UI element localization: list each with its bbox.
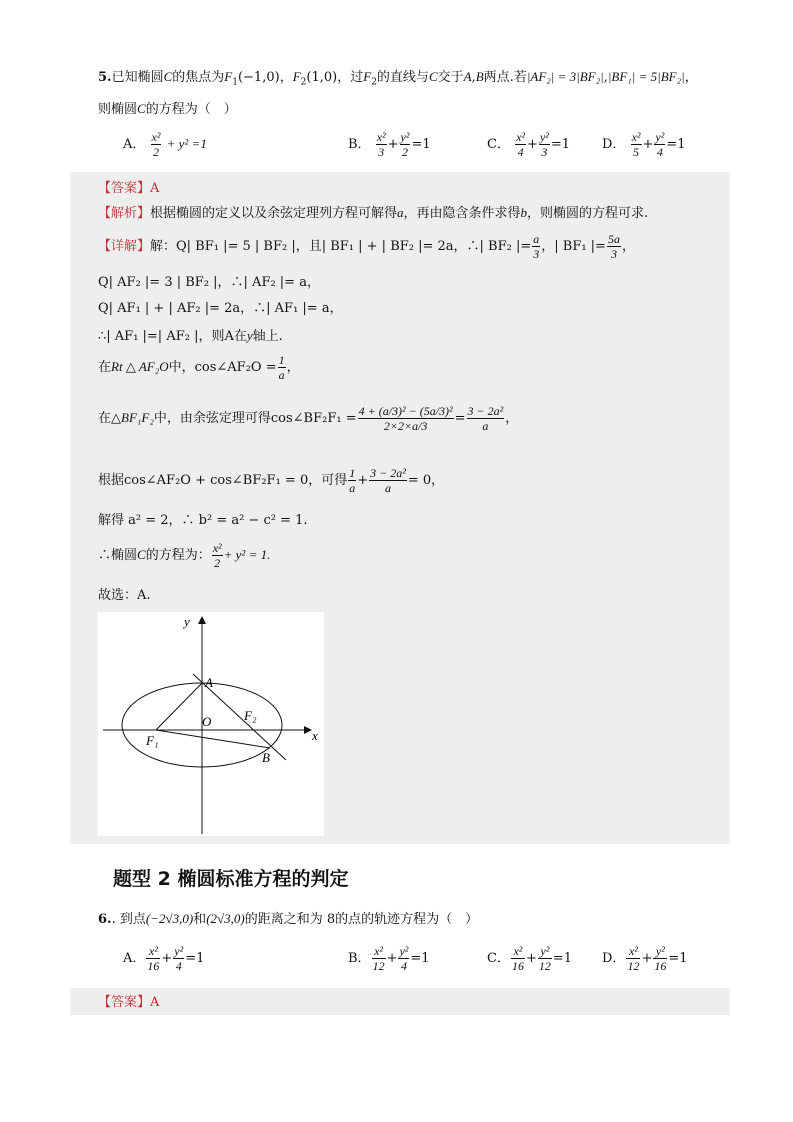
q6-option-b[interactable]: B． $\frac{\text{x²}}{12}$ + $\frac{\text{y²}}{4}$ =1 [348,944,430,973]
label-F1: F₁ [146,733,159,748]
label-F2: F₂ [244,708,257,723]
q5-detail-9: ∴椭圆C的方程为： $\frac{\text{x²}}{2}$ + y² = 1. [98,541,271,570]
ellipse-figure [98,612,324,836]
q5-option-a[interactable]: A． $\frac{\text{x²}}{2}$ + y² =1 [123,130,207,159]
q6-option-c[interactable]: C． $\frac{\text{x²}}{16}$ + $\frac{\text{y²}}{12}$ =1 [487,944,573,973]
q6-option-d[interactable]: D． $\frac{\text{x²}}{12}$ + $\frac{\text{y²}}{16}$ =1 [602,944,688,973]
q5-option-d[interactable]: D． $\frac{\text{x²}}{5}$ + $\frac{\text{y²}}{4}$ =1 [602,130,686,159]
line-F1-B [156,730,270,748]
q6-option-a[interactable]: A． $\frac{\text{x²}}{16}$ + $\frac{\text{y²}}{4}$ =1 [123,944,205,973]
line-F1-A [156,683,202,730]
q5-stem-line1: 5.已知椭圆C的焦点为$F_1(-1,0)$，$F_2(1,0)$，过$F_2$的直线与C交于A,B两点.若|AF₂| = 3|BF₂|,|BF₁| = 5|BF₂|， [98,69,698,88]
q6-answer: 【答案】A [98,995,160,1010]
q5-detail-8: 解得 a² = 2，∴ b² = a² − c² = 1. [98,513,308,528]
q5-detail-3: Q| AF₁ | + | AF₂ |= 2a，∴| AF₁ |= a， [98,301,343,316]
label-A: A [205,675,213,690]
q6-number: 6. [98,912,112,927]
label-y: y [184,614,190,629]
q5-detail-2: Q| AF₂ |= 3 | BF₂ |，∴| AF₂ |= a， [98,275,320,290]
q5-detail-7: 根据cos∠AF₂O + cos∠BF₂F₁ = 0，可得 $\frac{1}{a}$ + $\frac{\text{3 − 2a²}}{a}$ = 0， [98,466,445,495]
label-B: B [262,750,270,765]
q5-option-c[interactable]: C． $\frac{\text{x²}}{4}$ + $\frac{\text{y²}}{3}$ =1 [487,130,571,159]
q6-stem: 6.. 到点(−2√3,0)和(2√3,0)的距离之和为 8的点的轨迹方程为（ ） [98,911,479,927]
q5-detail-5: 在Rt △ AF₂O中，cos∠AF₂O = $\frac{1}{a}$ ， [98,353,300,382]
q5-number: 5. [98,70,112,85]
label-x: x [312,728,318,743]
q5-analysis: 【解析】根据椭圆的定义以及余弦定理列方程可解得a，再由隐含条件求得b，则椭圆的方程可求. [98,205,649,221]
q6-answer-panel [70,988,730,1015]
ellipse-diagram [98,612,324,836]
section-title: 题型 2 椭圆标准方程的判定 [113,868,349,890]
q5-condition-2: |BF₁| = 5|BF₂| [607,69,685,84]
q5-stem-line2: 则椭圆C的方程为（ ） [98,101,237,117]
q5-answer: 【答案】A [98,181,160,196]
q5-option-b[interactable]: B． $\frac{\text{x²}}{3}$ + $\frac{\text{y²}}{2}$ =1 [348,130,431,159]
q5-detail-6: 在△BF₁F₂中，由余弦定理可得cos∠BF₂F₁ = $\frac{\text{4 + (a/3)² − (5a/3)²}}{2\times 2\times a/3}$ = $\frac{\text{3 − 2a²}}{a}$ ， [98,404,519,433]
q5-detail-4: ∴| AF₁ |=| AF₂ |，则A在y轴上. [98,328,283,344]
label-O: O [202,714,212,729]
q5-condition-1: |AF₂| = 3|BF₂| [526,69,604,84]
q5-detail-10: 故选：A. [98,588,151,603]
q5-detail-1: 【详解】解：Q| BF₁ |= 5 | BF₂ |，且| BF₁ | + | BF₂ |= 2a，∴| BF₂ |= $\frac{a}{3}$ ，| BF₁ |= $\frac{5a}{3}$ ， [98,232,635,261]
